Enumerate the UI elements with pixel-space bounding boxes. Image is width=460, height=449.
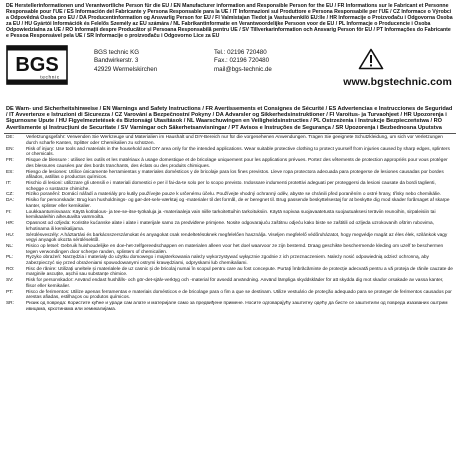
warning-row <box>4 244 456 255</box>
company-fax: Fax.: 02196 720480 <box>214 57 270 65</box>
svg-text:BGS: BGS <box>15 53 59 76</box>
language-code: EN: <box>6 146 14 152</box>
manufacturer-info-title: DE Herstellerinformationen und Verantwortliche Person für die EU / EN Manufacturer information and Responsible Person for the EU / FR Informations sur le Fabricant et Personne Responsable pour l'UE / ES Información del Fabricante y Persona Responsable para la UE / IT Informazioni sul Produttore e Persona Responsabile per l'UE / CZ Informace o Výrobci a Odpovědná Osoba pro EU / DA Producentinformation og Ansvarlig Person for EU / FI Valmistajan Tiedot ja Vastuuhenkilö EU:lle / HR Informacije o Proizvođaču i Odgovorna Osoba za EU / HU Gyártói Információk és Felelős Személy az EU számára / NL Fabrikantinformatie en Verantwoordelijke Persoon voor de EU / PL Informacje o Producencie i Osoba Odpowiedzialna za UE / RO Informații despre Producător și Persoana Responsabilă pentru UE / SV Tillverkarinformation och Ansvarig Person för EU / PT Informações do Fabricante e Pessoa Responsável pela UE / SR Informacije o proizvođaču i Odgovorno Lice za EU <box>6 3 453 40</box>
language-code: ES: <box>6 169 14 175</box>
warning-row <box>4 301 456 312</box>
company-email: mail@bgs-technic.de <box>214 65 272 73</box>
warning-row <box>4 158 456 169</box>
warning-row <box>4 255 456 266</box>
language-code: RO: <box>6 266 15 272</box>
bgs-logo <box>6 45 68 85</box>
warning-text: Riesgo de lesiones: Utilice únicamente herramientas y materiales domésticos y de bricolaje para los fines previstos. Lleve ropa protectora adecuada para protegerse de lesiones causadas por bordes afilados, astillas o productos químicos. <box>26 169 444 181</box>
warning-row <box>4 147 456 158</box>
language-code: DE: <box>6 135 14 141</box>
warning-icon <box>358 48 384 70</box>
warning-row <box>4 210 456 221</box>
warning-text: Sérülésveszély: A háztartási és barkácsszerszámokat és anyagokat csak rendeltetésüknek megfelelően használja. Viseljen megfelelő védőruházatot, hogy megvédje magát az éles élek, szilánkok vagy vegyi anyagok okozta sérülésektől. <box>26 232 448 244</box>
language-code: FR: <box>6 158 14 164</box>
safety-section-title: DE Warn- und Sicherheitshinweise / EN Warnings and Safety Instructions / FR Avertissements et Consignes de Sécurité / ES Advertencias e Instrucciones de Seguridad / IT Avvertenze e Istruzioni di Sicurezza / CZ Varování a Bezpečnostní Pokyny / DA Advarsler og Sikkerhedsinstruktioner / FI Varoitus- ja Turvaohjeet / HR Upozorenja i Sigurnosne Upute / HU Figyelmeztetések és Biztonsági Utasítások / NL Waarschuwingen en Veiligheidsinstructies / PL Ostrzeżenia i Instrukcje Bezpieczeństwa / RO Avertismente și Instrucțiuni de Securitate / SV Varningar och Säkerhetsanvisningar / PT Avisos e Instruções de Segurança / SR Upozorenja i Bezbednosna Uputstva <box>6 105 453 131</box>
language-code: PT: <box>6 289 13 295</box>
warning-text: Opasnost od ozljeda: Koristite kućanske alate i alate i materijale samo za predviđene primjene. Nosite odgovarajuću zaštitnu odjeću kako biste se zaštitili od ozljeda uzrokovanih oštrim rubovima, krhotinama ili kemikalijama. <box>26 221 434 232</box>
language-code: IT: <box>6 181 12 187</box>
company-street: Bandwirkerstr. 3 <box>94 57 139 65</box>
warning-row <box>4 221 456 232</box>
language-code: CZ: <box>6 192 14 198</box>
warnings-list <box>4 135 456 312</box>
page <box>4 3 456 449</box>
language-code: FI: <box>6 209 12 215</box>
warning-text: Riziko poranění: Domácí nářadí a materiály pro kutily používejte pouze k určenému účelu. Používejte vhodný ochranný oděv, abyste se chránili před poraněním o ostré hrany, třísky nebo chemikálie. <box>26 192 442 198</box>
language-code: HU: <box>6 232 15 238</box>
company-city: 42929 Wermelskirchen <box>94 65 158 73</box>
warning-text: Risco de ferimentos: Utilize apenas ferramentas e materiais domésticos e de bricolage para o fim a que se destinam. Utilize vestuário de proteção adequado para se proteger de ferimentos causados por arestas afiadas, estilhaços ou produtos químicos. <box>26 289 452 301</box>
warning-row <box>4 289 456 300</box>
warning-row <box>4 278 456 289</box>
warning-text: Risico op letsel: Gebruik huishoudelijke en doe-het-zelfgereedschappen en materialen alleen voor het doel waarvoor ze zijn bestemd. Draag geschikte beschermende kleding om uzelf te beschermen tegen verwondingen door scherpe randen, splinters of chemicaliën. <box>26 244 444 255</box>
warning-row <box>4 267 456 278</box>
warning-text: Loukkaantumisvaara: Käytä kotitalous- ja tee-se-itse-työkaluja ja -materiaaleja vain niille tarkoitettuihin tarkoituksiin. Käytä sopivaa suojavaatetusta suojautuaksesi teräviin reunoihin, sirpaleisiin tai kemikaaleihin aiheutuvilta vammoilta. <box>26 209 436 221</box>
warning-text: Risque de blessure : utilisez les outils et les matériaux à usage domestique et de bricolage uniquement pour les applications prévues. Portez des vêtements de protection appropriés pour vous protéger des blessures causées par des bords tranchants, des éclats ou des produits chimiques. <box>26 158 448 169</box>
warning-row <box>4 169 456 180</box>
warning-text: Ryzyko obrażeń: Narzędzia i materiały do użytku domowego i majsterkowania należy wykorzystywać wyłącznie zgodnie z ich przeznaczeniem. Należy nosić odpowiednią odzież ochronną, aby zabezpieczyć się przed obrażeniami spowodowanymi ostrymi krawędziami, odpryskami lub chemikaliami. <box>26 255 429 266</box>
company-phone: Tel.: 02196 720480 <box>214 48 267 56</box>
warning-text: Risk of injury: Use tools and materials in the household and DIY area only for the intended applications. Wear suitable protective clothing to protect yourself from injuries caused by sharp edges, splinters or chemicals. <box>26 146 450 158</box>
warning-text: Risc de rănire: Utilizați uneltele și materialele de uz casnic și de bricolaj numai în scopul pentru care au fost concepute. Purtați îmbrăcăminte de protecție adecvată pentru a vă proteja de rănile cauzate de marginile ascuțite, așchii sau substanțe chimice. <box>26 266 453 278</box>
warning-row <box>4 198 456 209</box>
warning-row <box>4 181 456 192</box>
warning-text: Rischio di lesioni: utilizzare gli utensili e i materiali domestici e per il fai-da-te solo per lo scopo previsto. Indossare indumenti protettivi adeguati per proteggersi da lesioni causate da bordi taglienti, schegge o sostanze chimiche. <box>26 181 436 192</box>
warning-text: Risk for personskador: Använd endast hushålls- och gör-det-själv-verktyg och -material för avsedd användning. Använd lämpliga skyddskläder för att skydda dig mot skador orsakade av vassa kanter, flisor eller kemikalier. <box>26 278 444 289</box>
warning-text: Risiko for personskade: Brug kun husholdnings- og gør-det-selv-værktøj og -materialer til det formål, de er beregnet til. Brug passende beskyttelsestøj for at beskytte dig mod skader forårsaget af skarpe kanter, splinter eller kemikalier. <box>26 198 450 209</box>
language-code: NL: <box>6 244 14 250</box>
language-code: DA: <box>6 198 14 204</box>
company-address <box>94 49 157 75</box>
company-name: BGS technic KG <box>94 48 140 56</box>
warning-row <box>4 135 456 146</box>
company-contact <box>214 49 272 75</box>
warning-text: Verletzungsgefahr: Verwenden Sie Werkzeuge und Materialien im Haushalt und DIY-Bereich nur für die vorgesehenen Anwendungen. Tragen Sie geeignete Schutzkleidung, um sich vor Verletzungen durch scharfe Kanten, Splitter oder Chemikalien zu schützen. <box>26 135 443 146</box>
header <box>4 40 456 106</box>
website-url: www.bgstechnic.com <box>343 75 452 88</box>
svg-text:technic: technic <box>40 74 60 80</box>
language-code: SV: <box>6 278 14 284</box>
language-code: SR: <box>6 301 14 307</box>
language-code: PL: <box>6 255 14 261</box>
warning-text: Ризик од повреда: Користите кућне и уради сам алате и материјале само за предвиђене примене. Носите одговарајућу заштитну одећу да бисте се заштитили од повреда изазваних оштрим ивицама, крхотинама или хемикалијама. <box>26 301 448 312</box>
warning-row <box>4 232 456 243</box>
language-code: HR: <box>6 221 15 227</box>
